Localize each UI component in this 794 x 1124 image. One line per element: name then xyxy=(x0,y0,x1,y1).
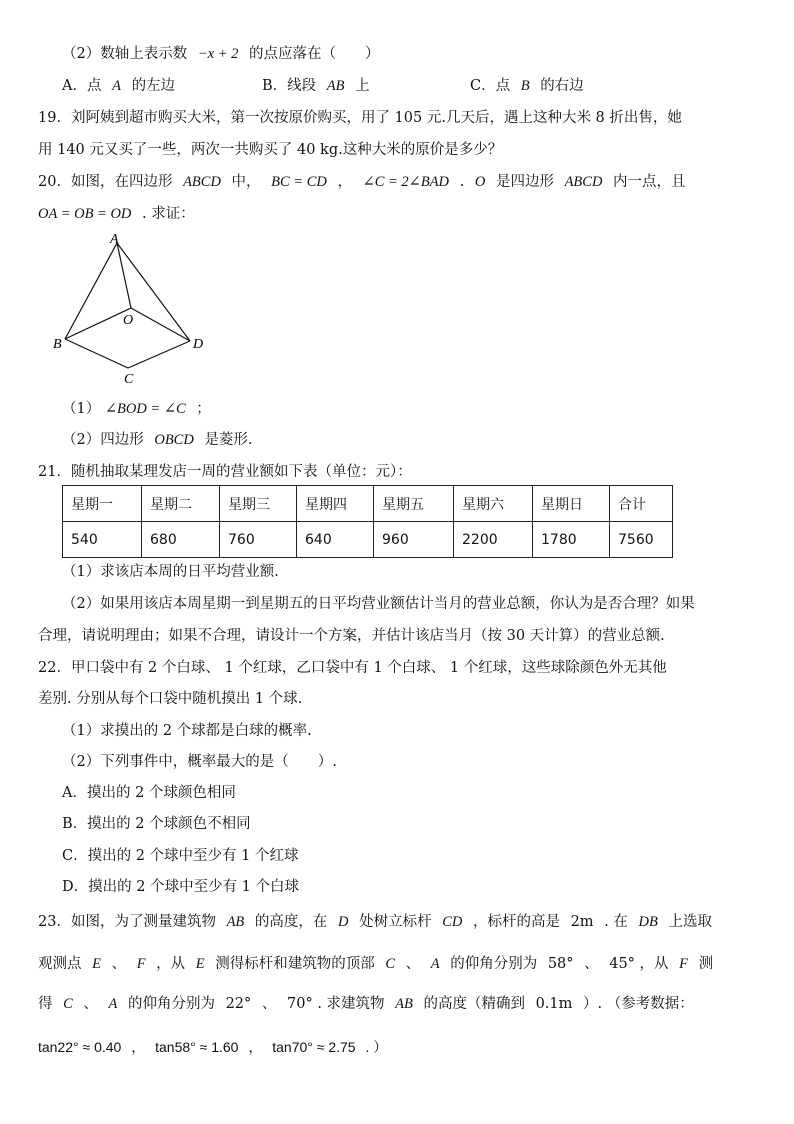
q18-expression: −x + 2 xyxy=(197,46,239,62)
q23-angle-22: 22° xyxy=(225,996,252,1012)
q23-building-2: AB xyxy=(395,996,413,1012)
edge-od xyxy=(131,308,190,341)
q19-line2: 用 140 元又买了一些，两次一共购买了 40 kg.这种大米的原价是多少？ xyxy=(38,142,503,158)
table-header-row xyxy=(63,486,673,522)
q23-text-3g: ）. （参考数据： xyxy=(583,996,694,1012)
q23-point-a-2: A xyxy=(108,996,118,1012)
q18-part2-tail: 的点应落在（ ） xyxy=(248,46,380,62)
q23-line1 xyxy=(38,912,712,932)
q23-ref-sep-2: ， xyxy=(248,1039,263,1055)
q23-angle-70: 70° xyxy=(287,996,313,1012)
q22-option-b: B．摸出的 2 个球颜色不相同 xyxy=(62,816,251,832)
table-header-cell: 合计 xyxy=(610,486,673,522)
table-header-cell: 星期六 xyxy=(454,486,533,522)
edge-ab xyxy=(65,243,117,339)
q23-text-2a: 观测点 xyxy=(38,956,82,972)
q20-sub1-tail: ； xyxy=(196,401,211,417)
table-cell: 760 xyxy=(220,522,297,558)
edge-cd xyxy=(128,341,190,368)
q23-text-3c: 的仰角分别为 xyxy=(127,996,215,1012)
table-cell: 960 xyxy=(374,522,454,558)
q20-figure xyxy=(50,228,220,388)
q18-option-b-label: B．线段 xyxy=(262,78,317,94)
q23-text-3e: . 求建筑物 xyxy=(317,996,385,1012)
table-header-cell: 星期四 xyxy=(297,486,374,522)
q23-precision: 0.1m xyxy=(535,996,573,1012)
q23-text-2b: 、 xyxy=(111,956,127,972)
q23-text-2g: 、 xyxy=(584,956,599,972)
label-b: B xyxy=(53,337,62,352)
label-o: O xyxy=(123,313,134,328)
q23-pole: CD xyxy=(442,914,463,930)
q20-sub2-tail: 是菱形. xyxy=(204,432,253,448)
q18-option-a xyxy=(62,76,175,96)
table-cell: 1780 xyxy=(533,522,610,558)
q18-option-a-text: 的左边 xyxy=(131,78,176,94)
q18-option-c-point: B xyxy=(520,78,530,94)
q23-ref-tan22: tan22° ≈ 0.40 xyxy=(38,1039,122,1055)
q22-option-a: A．摸出的 2 个球颜色相同 xyxy=(62,785,236,801)
q20-sub2-quad: OBCD xyxy=(154,432,194,448)
q22-sub2: （2）下列事件中，概率最大的是（ ）. xyxy=(62,754,337,770)
q22-sub1: （1）求摸出的 2 个球都是白球的概率. xyxy=(62,723,312,739)
q23-point-c-2: C xyxy=(63,996,73,1012)
label-c: C xyxy=(124,372,134,387)
q20-quad-name-2: ABCD xyxy=(564,174,603,190)
q20-sub1-equation: ∠BOD = ∠C xyxy=(104,401,186,417)
table-cell: 680 xyxy=(142,522,220,558)
q21-title: 21．随机抽取某理发店一周的营业额如下表（单位：元）： xyxy=(38,464,412,480)
q23-text-c: 处树立标杆 xyxy=(359,914,432,930)
q23-text-2h: ，从 xyxy=(639,956,669,972)
q20-comma: ， xyxy=(337,174,352,190)
q23-text-a: 23．如图，为了测量建筑物 xyxy=(38,914,216,930)
q22-line1: 22．甲口袋中有 2 个白球、 1 个红球，乙口袋中有 1 个白球、 1 个红球，这些球除颜色外无其他 xyxy=(38,660,667,676)
q23-text-2f: 的仰角分别为 xyxy=(450,956,538,972)
q20-quad-name: ABCD xyxy=(183,174,221,190)
q20-text-d: 是四边形 xyxy=(495,174,554,190)
q23-point-c: C xyxy=(385,956,396,972)
q21-sub2-line2: 合理，请说明理由；如果不合理，请设计一个方案，并估计该店当月（按 30 天计算）的营业总额. xyxy=(38,628,665,644)
q23-ref-tan70: tan70° ≈ 2.75 xyxy=(272,1039,356,1055)
q18-option-b-text: 上 xyxy=(355,78,370,94)
q23-ref-tail: . ） xyxy=(365,1039,388,1055)
table-header-cell: 星期二 xyxy=(142,486,220,522)
q22-option-d: D．摸出的 2 个球中至少有 1 个白球 xyxy=(62,879,300,895)
q21-sub2-line1: （2）如果用该店本周星期一到星期五的日平均营业额估计当月的营业总额，你认为是否合理？如果 xyxy=(62,596,695,612)
sales-table xyxy=(62,485,673,558)
q18-option-a-label: A．点 xyxy=(62,78,102,94)
q23-building: AB xyxy=(226,914,245,930)
edge-bc xyxy=(65,339,128,368)
q23-text-2c: ，从 xyxy=(156,956,186,972)
q20-prove-text: . 求证： xyxy=(142,206,195,222)
q23-point-f-2: F xyxy=(679,956,689,972)
q22-line2: 差别. 分别从每个口袋中随机摸出 1 个球. xyxy=(38,691,303,707)
q23-point-e: E xyxy=(92,956,101,972)
q23-point-a: A xyxy=(430,956,440,972)
q20-sub2 xyxy=(62,430,253,450)
q23-angle-45: 45° xyxy=(609,956,635,972)
table-header-cell: 星期五 xyxy=(374,486,454,522)
table-cell: 7560 xyxy=(610,522,673,558)
table-header-cell: 星期一 xyxy=(63,486,142,522)
q20-period: . xyxy=(459,174,465,190)
q23-segment-db: DB xyxy=(638,914,658,930)
q20-condition-2: ∠C = 2∠BAD xyxy=(362,174,450,190)
q23-text-3d: 、 xyxy=(261,996,277,1012)
q23-text-3b: 、 xyxy=(83,996,98,1012)
q23-reference-data xyxy=(38,1037,387,1057)
q20-point-o: O xyxy=(474,174,486,190)
edge-bo xyxy=(65,308,134,339)
q21-sub1: （1）求该店本周的日平均营业额. xyxy=(62,564,279,580)
q23-text-2d: 测得标杆和建筑物的顶部 xyxy=(215,956,375,972)
q23-ref-tan58: tan58° ≈ 1.60 xyxy=(155,1039,239,1055)
table-cell: 2200 xyxy=(454,522,533,558)
q18-option-c-text: 的右边 xyxy=(540,78,584,94)
q23-text-3f: 的高度（精确到 xyxy=(423,996,525,1012)
q20-sub2-prefix: （2）四边形 xyxy=(62,432,144,448)
q18-option-a-point: A xyxy=(112,78,121,94)
q23-text-e: . 在 xyxy=(604,914,628,930)
q23-line2 xyxy=(38,954,713,974)
q18-option-b xyxy=(262,76,370,96)
q23-line3 xyxy=(38,994,694,1014)
table-cell: 540 xyxy=(63,522,142,558)
q19-line1: 19．刘阿姨到超市购买大米，第一次按原价购买，用了 105 元.几天后，遇上这种大米 8 折出售，她 xyxy=(38,110,682,126)
q20-condition-1: BC = CD xyxy=(271,174,327,190)
label-a: A xyxy=(110,232,119,247)
table-header-cell: 星期三 xyxy=(220,486,297,522)
q18-part2 xyxy=(62,44,379,64)
q23-text-f: 上选取 xyxy=(668,914,712,930)
q20-text-b: 中， xyxy=(231,174,261,190)
table-cell: 640 xyxy=(297,522,374,558)
q23-text-b: 的高度，在 xyxy=(254,914,328,930)
q23-point-e-2: E xyxy=(195,956,205,972)
table-header-cell: 星期日 xyxy=(533,486,610,522)
q18-option-b-segment: AB xyxy=(326,78,345,94)
q18-option-c-label: C．点 xyxy=(470,78,511,94)
q18-option-c xyxy=(470,76,584,96)
q22-option-c: C．摸出的 2 个球中至少有 1 个红球 xyxy=(62,848,299,864)
q20-text-e: 内一点，且 xyxy=(613,174,686,190)
q23-point-f: F xyxy=(136,956,146,972)
q23-text-2i: 测 xyxy=(698,956,714,972)
q20-line2 xyxy=(38,204,195,224)
q23-text-2e: 、 xyxy=(405,956,421,972)
q23-text-3a: 得 xyxy=(38,996,53,1012)
q23-ref-sep-1: ， xyxy=(131,1039,146,1055)
q20-text-a: 20．如图，在四边形 xyxy=(38,174,173,190)
q23-text-d: ，标杆的高是 xyxy=(472,914,560,930)
q23-point-d: D xyxy=(338,914,349,930)
q20-line1 xyxy=(38,172,686,192)
label-d: D xyxy=(193,337,204,352)
q20-sub1-prefix: （1） xyxy=(62,401,101,417)
q20-condition-3: OA = OB = OD xyxy=(38,206,132,222)
q23-angle-58: 58° xyxy=(547,956,574,972)
q18-part2-text: （2）数轴上表示数 xyxy=(62,46,188,62)
q23-pole-height: 2m xyxy=(570,914,594,930)
q20-sub1 xyxy=(62,399,211,419)
table-row xyxy=(63,522,673,558)
